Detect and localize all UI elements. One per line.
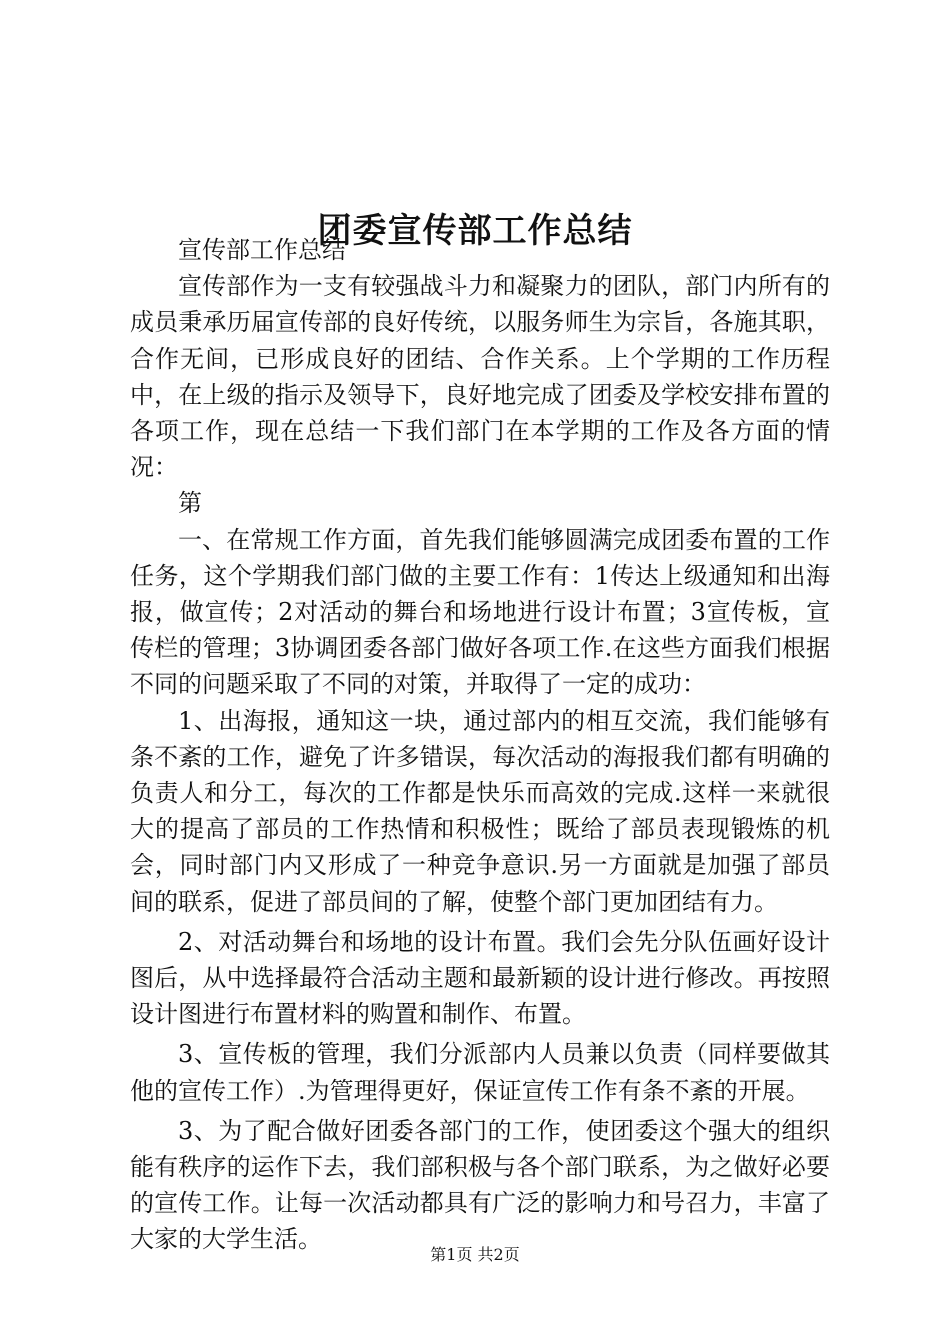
document-body [130,232,830,1258]
page-footer: 第1页 共2页 [430,1245,520,1264]
paragraph-subtitle: 宣传部工作总结 [178,236,346,264]
paragraph-heading-fragment: 第 [178,489,202,518]
paragraph-posters: 1、出海报，通知这一块，通过部内的相互交流，我们能够有条不紊的工作，避免了许多错误，每次活动的海报我们都有明确的负责人和分工，每次的工作都是快乐而高效的完成.这样一来就很大的提高了部员的工作热情和积极性；既给了部员表现锻炼的机会，同时部门内又形成了一种竞争意识.另一方面就是加强了部员间的联系，促进了部员间的了解，使整个部门更加团结有力。 [130,706,830,916]
paragraph-intro: 宣传部作为一支有较强战斗力和凝聚力的团队，部门内所有的成员秉承历届宣传部的良好传统，以服务师生为宗旨，各施其职，合作无间，已形成良好的团结、合作关系。上个学期的工作历程中，在上级的指示及领导下，良好地完成了团委及学校安排布置的各项工作，现在总结一下我们部门在本学期的工作及各方面的情况： [130,272,830,482]
paragraph-stage-design: 2、对活动舞台和场地的设计布置。我们会先分队伍画好设计图后，从中选择最符合活动主题和最新颖的设计进行修改。再按照设计图进行布置材料的购置和制作、布置。 [130,927,830,1029]
paragraph-coordination: 3、为了配合做好团委各部门的工作，使团委这个强大的组织能有秩序的运作下去，我们部积极与各个部门联系，为之做好必要的宣传工作。让每一次活动都具有广泛的影响力和号召力，丰富了大家的大学生活。 [130,1116,830,1254]
paragraph-board-management: 3、宣传板的管理，我们分派部内人员兼以负责（同样要做其他的宣传工作）.为管理得更好，保证宣传工作有条不紊的开展。 [130,1040,830,1105]
paragraph-routine-work: 一、在常规工作方面，首先我们能够圆满完成团委布置的工作任务，这个学期我们部门做的主要工作有：1传达上级通知和出海报，做宣传；2对活动的舞台和场地进行设计布置；3宣传板，宣传栏的管理；3协调团委各部门做好各项工作.在这些方面我们根据不同的问题采取了不同的对策，并取得了一定的成功： [130,525,830,699]
document-title: 团委宣传部工作总结 [317,210,633,251]
